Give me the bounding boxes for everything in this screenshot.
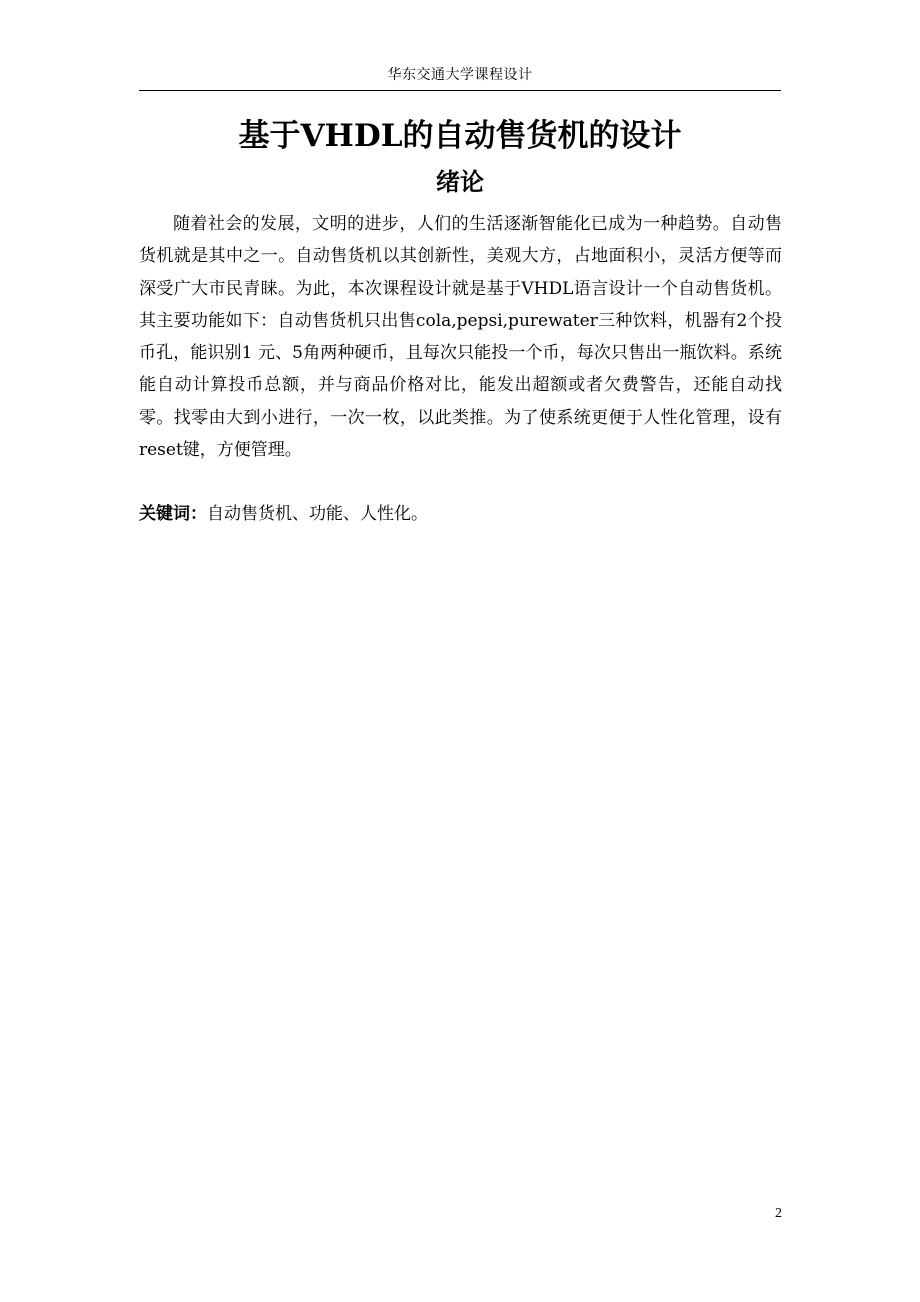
body-paragraph: 随着社会的发展，文明的进步，人们的生活逐渐智能化已成为一种趋势。自动售货机就是其中之一。自动售货机以其创新性，美观大方，占地面积小，灵活方便等而深受广大市民青睐。为此，本次课程设计就是基于VHDL语言设计一个自动售货机。其主要功能如下：自动售货机只出售cola,pepsi,purewater三种饮料，机器有2个投币孔，能识别1 元、5角两种硬币，且每次只能投一个币，每次只售出一瓶饮料。系统能自动计算投币总额，并与商品价格对比，能发出超额或者欠费警告，还能自动找零。找零由大到小进行，一次一枚，以此类推。为了使系统更便于人性化管理，设有reset键，方便管理。 [139,214,782,461]
keywords-line [139,500,782,528]
keywords-label: 关键词： [139,504,207,524]
running-header: 华东交通大学课程设计 [387,67,533,83]
section-heading: 绪论 [436,168,484,196]
header-rule [139,90,781,91]
keywords-value: 自动售货机、功能、人性化。 [207,504,428,524]
page-number: 2 [775,1206,782,1221]
page-title: 基于VHDL的自动售货机的设计 [238,118,682,154]
